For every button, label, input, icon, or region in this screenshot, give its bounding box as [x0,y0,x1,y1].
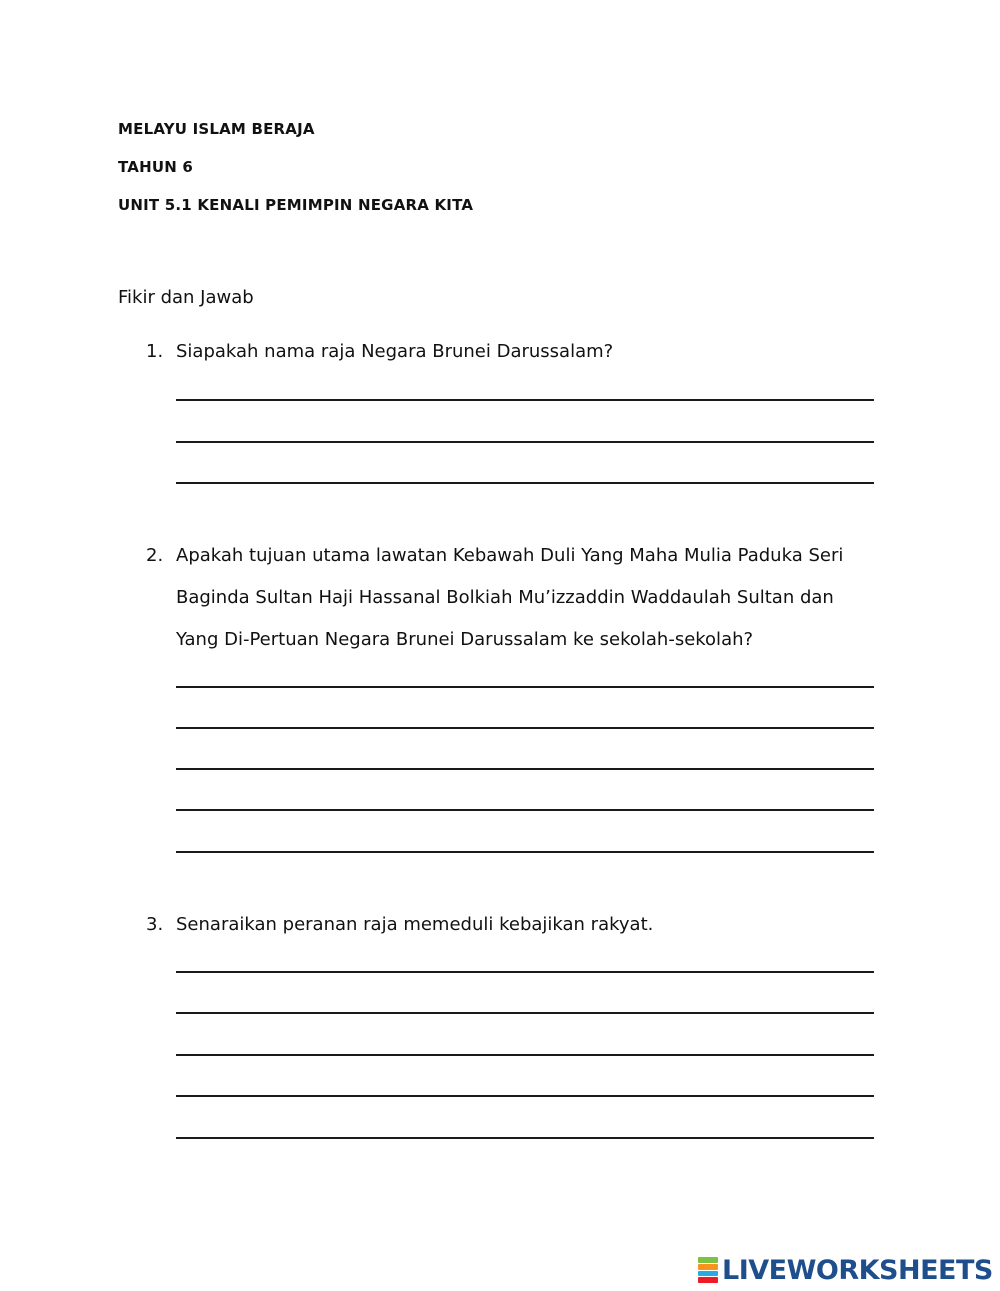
liveworksheets-logo-icon [698,1257,718,1283]
question-text: Apakah tujuan utama lawatan Kebawah Duli Yang Maha Mulia Paduka Seri [176,545,844,566]
logo-block [698,1257,718,1263]
logo-block [698,1264,718,1270]
answer-line[interactable] [176,686,874,688]
answer-line[interactable] [176,971,874,973]
liveworksheets-brand[interactable] [698,1254,993,1286]
subject-title: MELAYU ISLAM BERAJA [118,120,315,138]
answer-line[interactable] [176,768,874,770]
answer-line[interactable] [176,727,874,729]
answer-line[interactable] [176,1012,874,1014]
brand-text: LIVEWORKSHEETS [722,1254,993,1286]
question-text: Senaraikan peranan raja memeduli kebajikan rakyat. [176,914,654,935]
question-text: Baginda Sultan Haji Hassanal Bolkiah Mu’izzaddin Waddaulah Sultan dan [176,587,834,608]
unit-title: UNIT 5.1 KENALI PEMIMPIN NEGARA KITA [118,196,474,214]
year-title: TAHUN 6 [118,158,194,176]
answer-line[interactable] [176,1054,874,1056]
question-text: Siapakah nama raja Negara Brunei Darussalam? [176,341,614,362]
answer-line[interactable] [176,482,874,484]
instruction-text: Fikir dan Jawab [118,287,254,308]
answer-line[interactable] [176,441,874,443]
logo-block [698,1271,718,1277]
answer-line[interactable] [176,809,874,811]
logo-block [698,1277,718,1283]
answer-line[interactable] [176,1137,874,1139]
question-number: 1. [146,341,164,362]
question-number: 3. [146,914,164,935]
question-text: Yang Di-Pertuan Negara Brunei Darussalam ke sekolah-sekolah? [176,629,754,650]
answer-line[interactable] [176,851,874,853]
answer-line[interactable] [176,399,874,401]
question-number: 2. [146,545,164,566]
answer-line[interactable] [176,1095,874,1097]
